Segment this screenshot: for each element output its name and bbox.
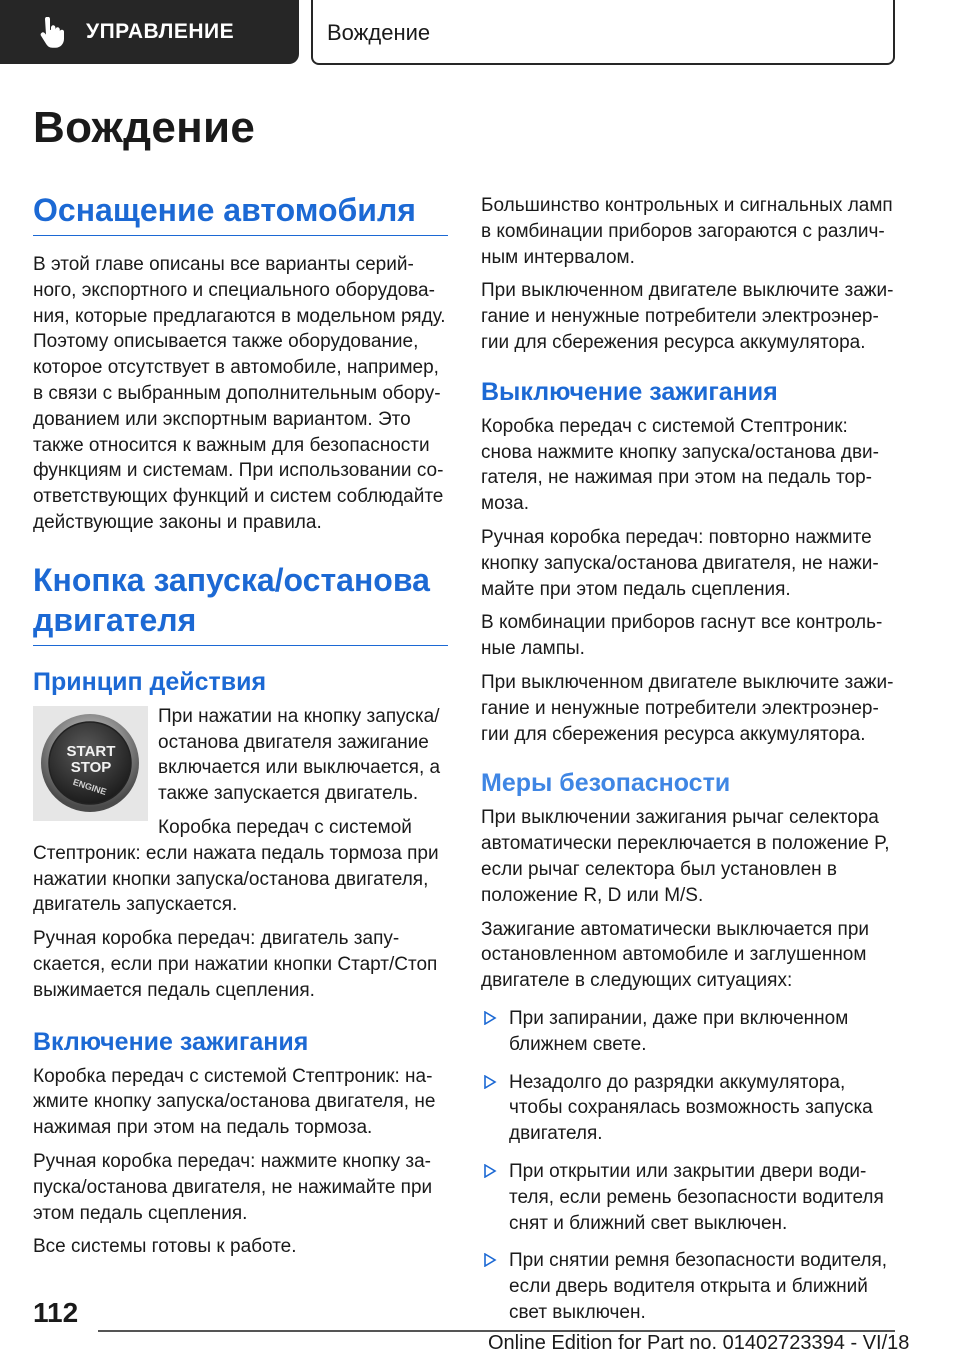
- paragraph-steptronic-ignition-on: Коробка передач с системой Стептроник: на- жмите кнопку запуска/останова двигателя, не нажимая при этом на педаль тормоза.: [33, 1065, 436, 1139]
- start-stop-button-image: [33, 706, 148, 821]
- paragraph-warning-lamps: Большинство контрольных и сигнальных ламп в комбинации приборов загораются с различ- ным интервалом.: [481, 195, 893, 268]
- triangle-bullet-icon: [483, 1164, 497, 1178]
- principle-block: [33, 704, 448, 918]
- paragraph-systems-ready: Все системы готовы к работе.: [33, 1236, 297, 1258]
- triangle-bullet-icon: [483, 1011, 497, 1025]
- paragraph-manual-ignition-on: Ручная коробка передач: нажмите кнопку за- пуска/останова двигателя, не нажимайте при этом педаль сцепления.: [33, 1150, 433, 1224]
- section-title-equipment: Оснащение автомобиля: [33, 190, 448, 236]
- paragraph-principle: При нажатии на кнопку запуска/ останова двигателя зажигание включается или выключается, а также запускается двигатель.: [158, 705, 441, 805]
- list-item: При запирании, даже при включенном ближнем свете.: [481, 1006, 901, 1058]
- page-title: Вождение: [33, 103, 256, 152]
- list-item: Незадолго до разрядки аккумулятора, чтобы сохранялась возможность запуска двигателя.: [481, 1070, 901, 1147]
- paragraph-lamps-off: В комбинации приборов гаснут все контроль- ные лампы.: [481, 612, 883, 660]
- subtitle-ignition-off: Выключение зажигания: [481, 377, 778, 406]
- paragraph-steptronic-start: Коробка передач с системой Стептроник: если нажата педаль тормоза при нажатии кнопки запуска/останова двигателя, двигатель запускается.: [33, 816, 439, 916]
- section-tab[interactable]: [0, 0, 299, 64]
- start-stop-button-icon: [33, 706, 148, 821]
- list-item: При снятии ремня безопасности водителя, если дверь водителя открыта и ближний свет выключен.: [481, 1248, 901, 1325]
- button-text-start: START: [66, 742, 116, 760]
- paragraph-save-battery-1: При выключенном двигателе выключите зажи- гание и ненужные потребители электроэнер- гии для сбережения ресурса аккумулятора.: [481, 280, 894, 353]
- paragraph-save-battery-2: При выключенном двигателе выключите зажи- гание и ненужные потребители электроэнер- гии для сбережения ресурса аккумулятора.: [481, 671, 894, 745]
- right-column: [481, 193, 901, 1334]
- paragraph-auto-ignition-off: Зажигание автоматически выключается при остановленном автомобиле и заглушенном двигателе в следующих ситуациях:: [481, 918, 870, 992]
- page-number: 112: [33, 1297, 79, 1328]
- section-title-start-stop: Кнопка запуска/останова двигателя: [33, 560, 448, 646]
- button-text-engine: ENGINE: [71, 776, 108, 797]
- left-column: [33, 190, 448, 1266]
- paragraph-manual-start: Ручная коробка передач: двигатель запу- скается, если при нажатии кнопки Старт/Стоп выжимается педаль сцепления.: [33, 928, 438, 1001]
- paragraph-selector-lever: При выключении зажигания рычаг селектора автоматически переключается в положение P, если рычаг селектора был установлен в положение R, D или M/S.: [481, 807, 890, 906]
- chapter-tab[interactable]: [311, 0, 895, 65]
- triangle-bullet-icon: [483, 1075, 497, 1089]
- button-text-stop: STOP: [70, 758, 112, 776]
- subtitle-safety: Меры безопасности: [481, 769, 731, 798]
- section-label: УПРАВЛЕНИЕ: [86, 20, 235, 43]
- chapter-label: Вождение: [327, 20, 431, 45]
- subtitle-ignition-on: Включение зажигания: [33, 1027, 309, 1056]
- footer-edition: Online Edition for Part no. 01402723394 - VI/18: [488, 1332, 910, 1354]
- paragraph-manual-ignition-off: Ручная коробка передач: повторно нажмите кнопку запуска/останова двигателя, не нажи- майте при этом педаль сцепления.: [481, 526, 879, 600]
- paragraph-equipment: В этой главе описаны все варианты серий- ного, экспортного и специального оборудова- ния, которые предлагаются в модельном ряду. Поэтому описывается также оборудование, которое отсутствует в автомобиле, например, в связи с выбранным дополнительным обору- дованием или экспортным вариантом. Это также относится к важным для безопасности функциям и системам. При использовании со- ответствующих функций и систем соблюдайте действующие законы и правила.: [33, 254, 446, 533]
- triangle-bullet-icon: [483, 1253, 497, 1267]
- hand-pointer-icon: [36, 17, 66, 49]
- subtitle-principle: Принцип действия: [33, 667, 267, 696]
- list-item: При открытии или закрытии двери води- теля, если ремень безопасности водителя снят и ближний свет выключен.: [481, 1159, 901, 1236]
- paragraph-steptronic-ignition-off: Коробка передач с системой Стептроник: снова нажмите кнопку запуска/останова дви- гателя, не нажимая при этом на педаль тор- моза.: [481, 415, 879, 515]
